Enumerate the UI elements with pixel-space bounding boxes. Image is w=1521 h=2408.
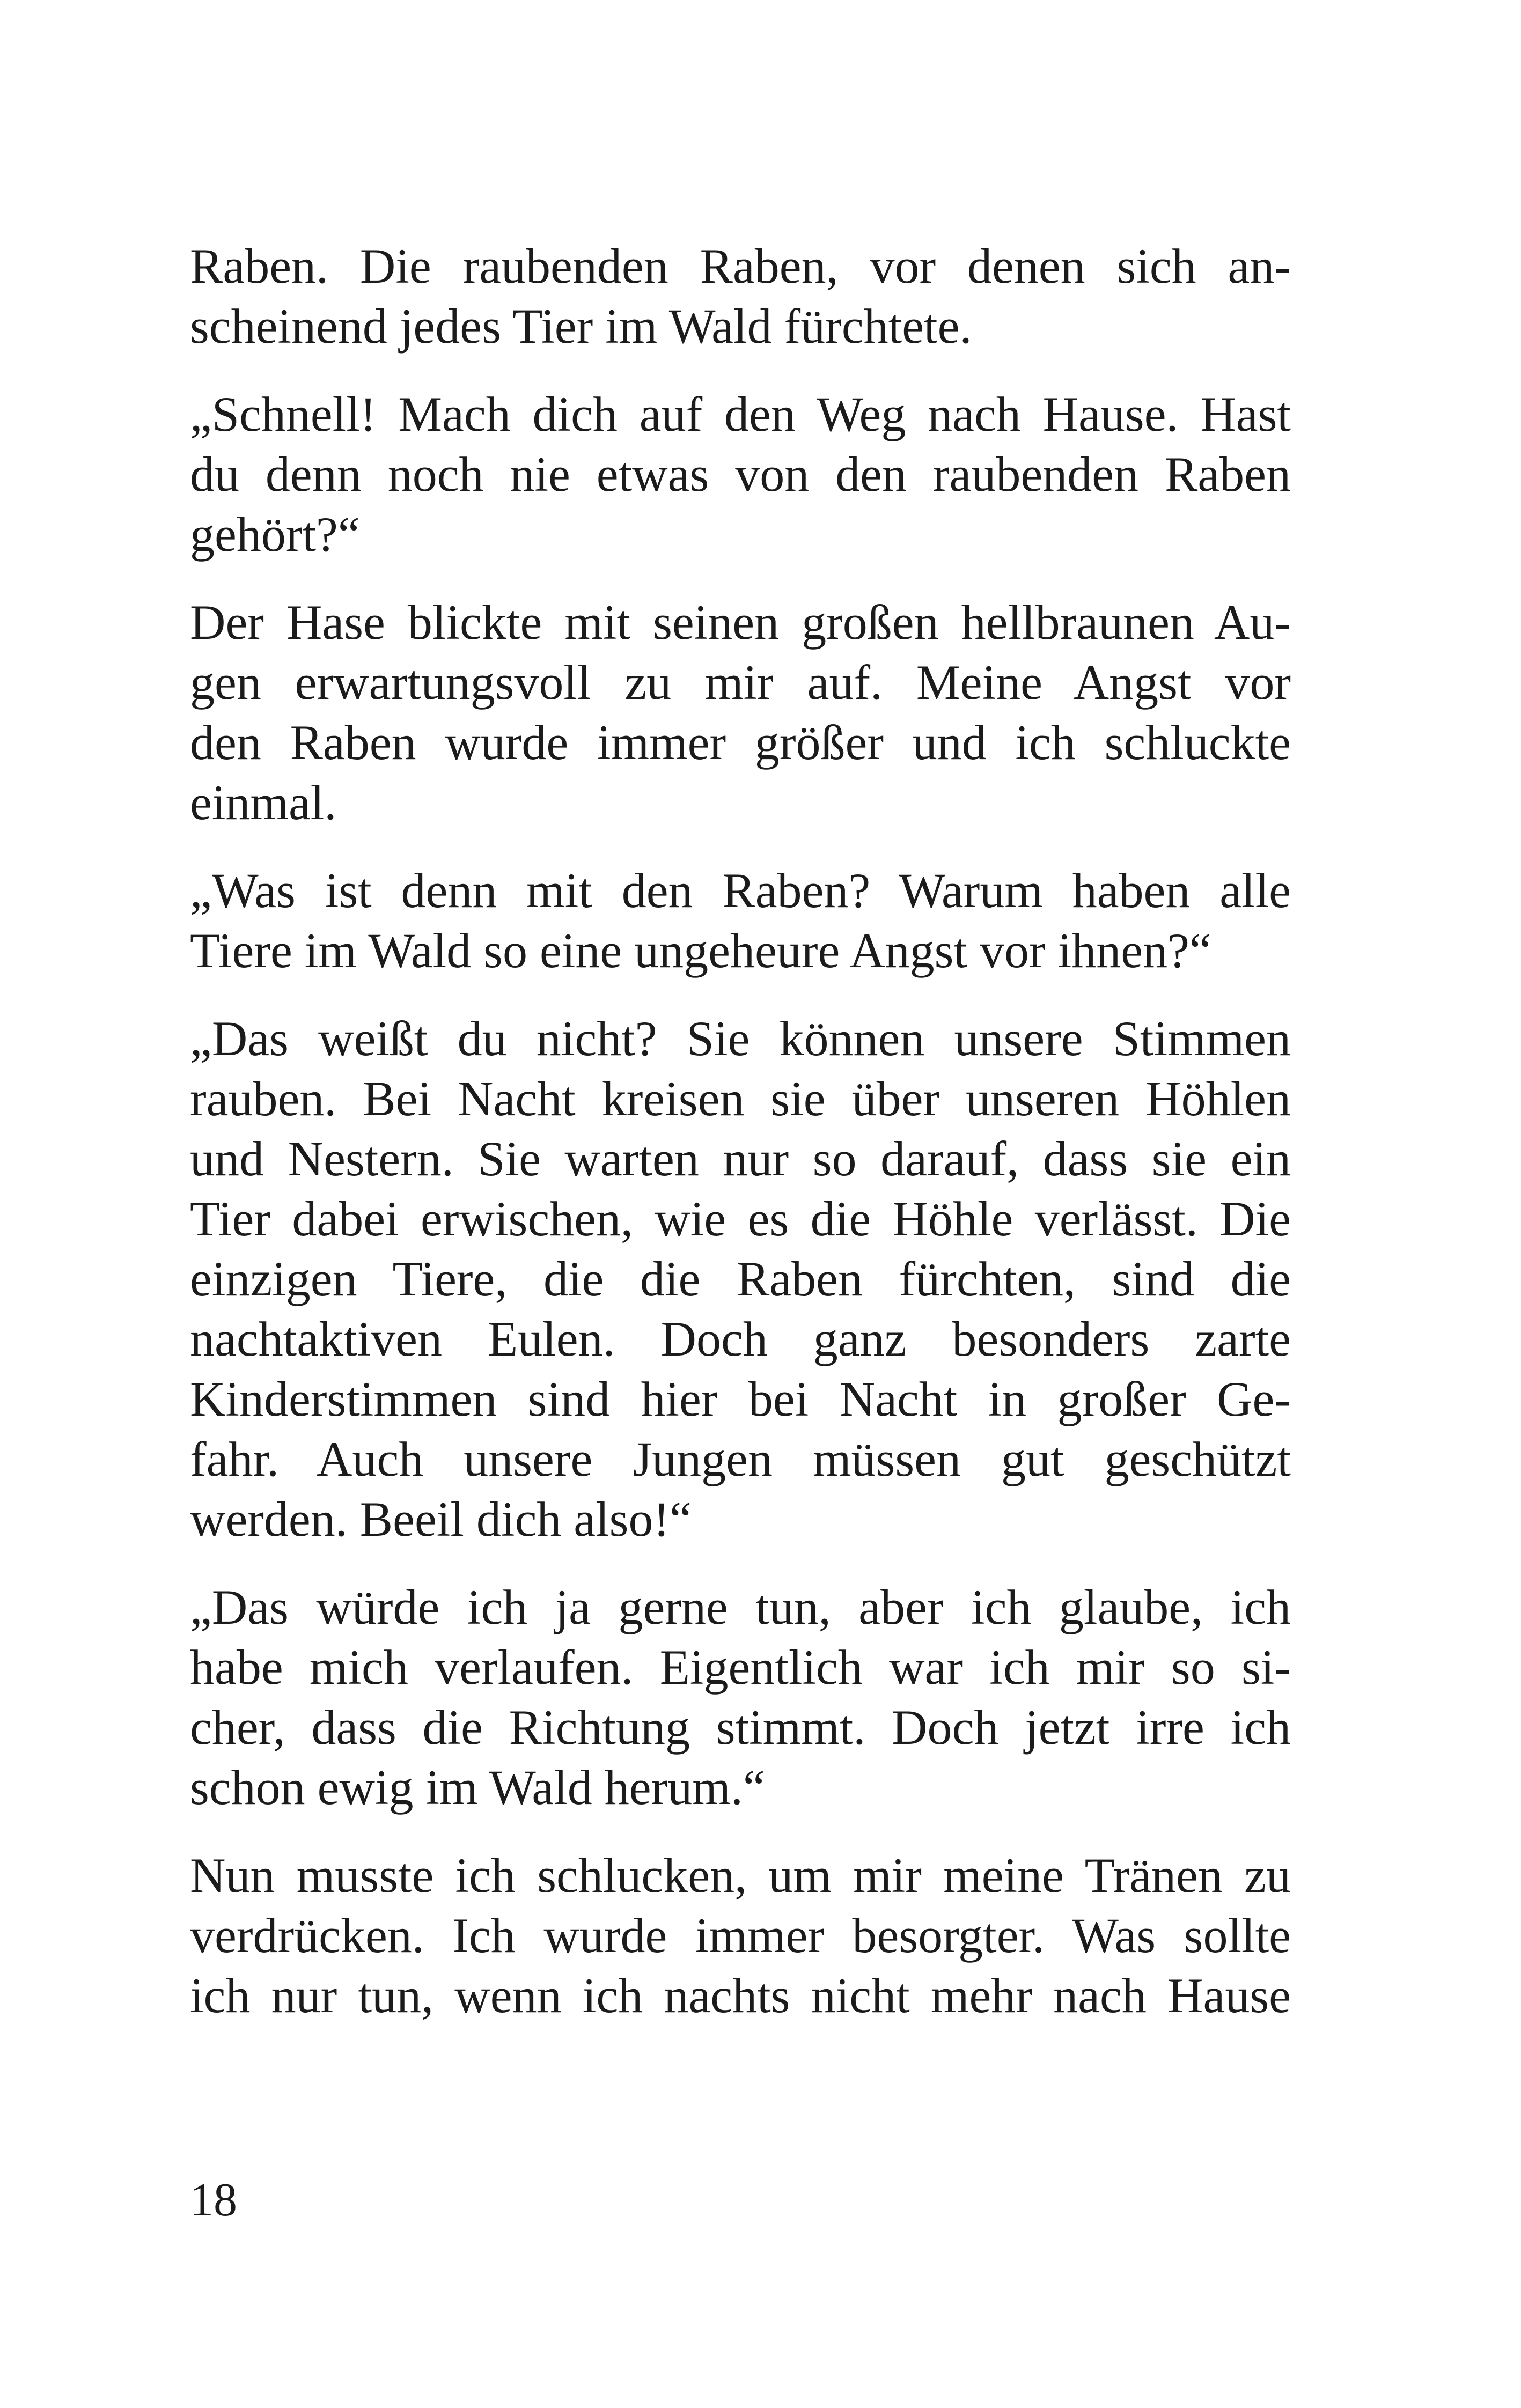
paragraph [190, 1577, 1291, 1817]
text-line: einmal. [190, 775, 337, 830]
paragraph [190, 1008, 1291, 1549]
text-line: verdrücken. Ich wurde immer besorgter. Was sollte [190, 1908, 1291, 1963]
text-line: fahr. Auch unsere Jungen müssen gut geschützt [190, 1432, 1291, 1486]
text-line: cher, dass die Richtung stimmt. Doch jetzt irre ich [190, 1700, 1291, 1755]
text-line: „Was ist denn mit den Raben? Warum haben alle [190, 863, 1291, 918]
text-line: nachtaktiven Eulen. Doch ganz besonders zarte [190, 1312, 1291, 1366]
body-text [190, 236, 1291, 2026]
text-line: einzigen Tiere, die die Raben fürchten, sind die [190, 1251, 1291, 1306]
text-line: Tiere im Wald so eine ungeheure Angst vor ihnen?“ [190, 923, 1211, 978]
text-line: und Nestern. Sie warten nur so darauf, dass sie ein [190, 1131, 1291, 1186]
text-line: habe mich verlaufen. Eigentlich war ich mir so si- [190, 1640, 1291, 1695]
text-line: ich nur tun, wenn ich nachts nicht mehr nach Hause [190, 1968, 1291, 2023]
paragraph [190, 1845, 1291, 2026]
text-line: scheinend jedes Tier im Wald fürchtete. [190, 299, 972, 354]
text-line: Raben. Die raubenden Raben, vor denen sich an- [190, 239, 1291, 293]
text-line: „Das würde ich ja gerne tun, aber ich glaube, ich [190, 1580, 1291, 1634]
text-line: Nun musste ich schlucken, um mir meine Tränen zu [190, 1848, 1291, 1903]
paragraph [190, 384, 1291, 564]
text-line: du denn noch nie etwas von den raubenden Raben [190, 447, 1291, 502]
paragraph [190, 236, 1291, 356]
page-number: 18 [190, 2174, 237, 2226]
text-line: gehört?“ [190, 507, 360, 562]
text-line: gen erwartungsvoll zu mir auf. Meine Angst vor [190, 655, 1291, 710]
paragraph [190, 592, 1291, 833]
text-line: Der Hase blickte mit seinen großen hellbraunen Au- [190, 595, 1291, 650]
text-line: schon ewig im Wald herum.“ [190, 1760, 765, 1815]
text-line: werden. Beeil dich also!“ [190, 1492, 692, 1547]
text-line: Tier dabei erwischen, wie es die Höhle verlässt. Die [190, 1191, 1291, 1246]
text-line: rauben. Bei Nacht kreisen sie über unseren Höhlen [190, 1071, 1291, 1126]
text-line: Kinderstimmen sind hier bei Nacht in großer Ge- [190, 1372, 1291, 1426]
text-line: „Schnell! Mach dich auf den Weg nach Hause. Hast [190, 387, 1291, 441]
text-line: den Raben wurde immer größer und ich schluckte [190, 715, 1291, 770]
text-line: „Das weißt du nicht? Sie können unsere Stimmen [190, 1011, 1291, 1066]
paragraph [190, 860, 1291, 981]
